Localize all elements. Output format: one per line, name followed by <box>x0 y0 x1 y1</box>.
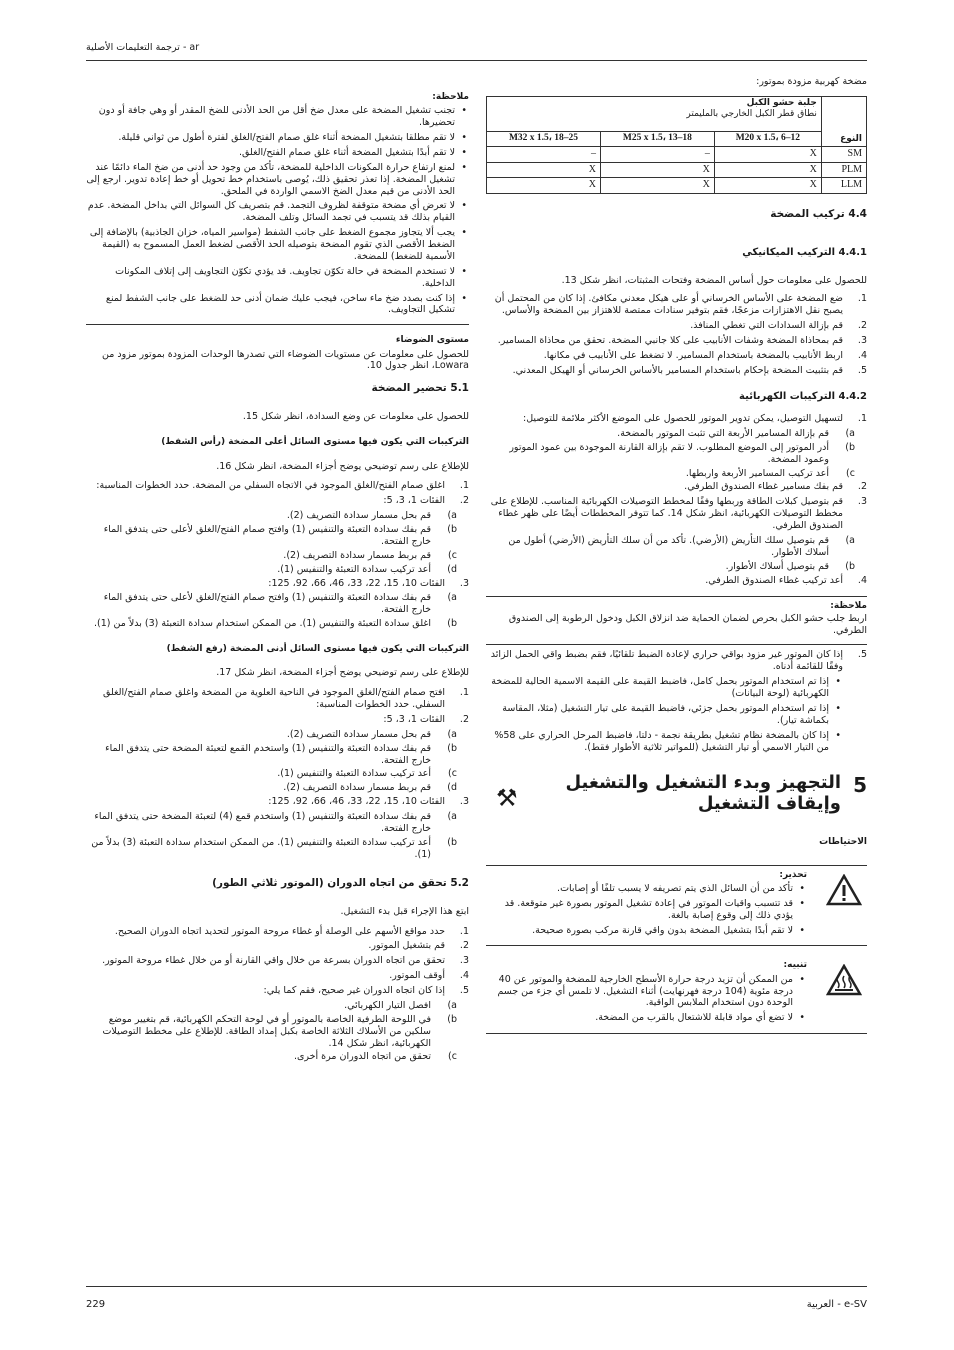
step-number: 1. <box>857 293 867 305</box>
substep-item <box>486 535 867 559</box>
s51a-steps <box>86 480 469 630</box>
bullet-item: • من الممكن أن تزيد درجة حرارة الأسطح الخارجية للمضخة والموتور عن 40 درجة مئوية (104 درجة فهرنهايت) أثناء التشغيل. لا تلمس أي جزء من جسم الوحدة دون استخدام الملابس الواقية. <box>486 974 807 1010</box>
step-number: b) <box>447 836 457 848</box>
step-text: حدد مواقع الأسهم على الوصلة أو غطاء مروحة الموتور لتحديد اتجاه الدوران الصحيح. <box>114 925 445 937</box>
step-number: 3. <box>857 496 867 508</box>
warning-bullets <box>486 883 867 937</box>
substep-item <box>486 428 867 440</box>
substep-item <box>86 618 469 630</box>
s441-text: للحصول على معلومات حول أساس المضخة وفتحات المثبتات، انظر شكل 13. <box>561 275 867 287</box>
step-number: 2. <box>459 495 469 507</box>
section-4-4-1-title: 4.4.1 التركيب الميكانيكي <box>742 246 867 258</box>
step-text: قم بربط مسمار سدادة التصريف (2). <box>283 782 431 794</box>
note-list <box>86 105 469 316</box>
section-4-4-2-title: 4.4.2 التركيبات الكهربائية <box>739 390 867 402</box>
step-text: قم بتثبيت المضخة بإحكام باستخدام المسامير بالأساس الخرساني أو الهيكل المعدني. <box>512 364 843 376</box>
step-item <box>486 481 867 493</box>
step-item <box>86 495 469 507</box>
step-number: 4. <box>459 970 469 982</box>
substep-item <box>486 468 867 480</box>
step-number: 1. <box>459 687 469 699</box>
substep-item <box>86 768 469 780</box>
s441-steps <box>486 293 867 376</box>
caution-box <box>486 946 867 1034</box>
step-text: الفئات 1، 3، 5: <box>383 713 445 725</box>
table-cell: X <box>714 178 821 194</box>
step-item <box>86 955 469 967</box>
bullet-item: • إذا تم استخدام الموتور بحمل كامل، فاضبط القيمة على القيمة الاسمية الحالية للمضخة الكهربائية (لوحة البيانات) <box>486 676 843 700</box>
step-text: قم بفك سدادة التعبئة والتنفيس (1) وافتح صمام الفتح/الغلق لأعلى حتى يتدفق الماء خارج الفتحة. <box>103 524 431 547</box>
step-item <box>86 940 469 952</box>
step-number: a) <box>447 728 457 740</box>
step-text: قم بمحاذاة المضخة وشفات الأنابيب على كلا جانبي المضخة. تحقق من محاذاة المسامير. <box>497 334 843 346</box>
row-type: PLM <box>821 162 866 178</box>
s51-text: للحصول على معلومات عن وضع السدادة، انظر شكل 15. <box>242 411 469 423</box>
step-number: d) <box>447 563 457 575</box>
warning-triangle-icon <box>826 874 862 906</box>
page-header: ar - ترجمة التعليمات الأصلية <box>86 42 200 53</box>
step-text: تحقق من اتجاه الدوران بسرعة من خلال واقي القارنة أو من خلال غطاء مروحة الموتور. <box>102 955 445 967</box>
step-number: b) <box>845 441 855 453</box>
step-text: قم بحل مسمار سدادة التصريف (2). <box>286 510 431 522</box>
footer-label: e-SV - العربية <box>806 1299 867 1310</box>
substep-item <box>86 1014 469 1050</box>
substep-item <box>86 1051 469 1063</box>
step-number: a) <box>447 510 457 522</box>
step-number: a) <box>447 811 457 822</box>
substep-item <box>86 592 469 616</box>
step-text: قم بربط مسمار سدادة التصريف (2). <box>283 549 431 561</box>
bullet-item: • إذا تم استخدام الموتور بحمل جزئي، فاضبط القيمة على تيار التشغيل (مثلا، المقاسة بكماشة تيار). <box>486 703 843 727</box>
noise-title: مستوى الضوضاء <box>395 335 469 346</box>
col-type-header: النوع <box>821 96 866 146</box>
step-number: 3. <box>459 577 469 589</box>
s51b-steps <box>86 687 469 860</box>
step-text: اغلق صمام الفتح/الغلق الموجود في الاتجاه السفلي من المضخة. حدد الخطوات المناسبة: <box>96 480 445 492</box>
step-number: 5. <box>857 364 867 376</box>
step-number: 2. <box>459 713 469 725</box>
col-group-title: جلبة حشو الكبل <box>746 97 817 108</box>
cable-gland-table <box>486 96 867 194</box>
substep-item <box>86 743 469 767</box>
chapter-5-heading <box>486 773 867 827</box>
step5-bullets <box>486 676 867 753</box>
step-text: تحقق من اتجاه الدوران مرة أخرى. <box>293 1051 431 1063</box>
step-number: b) <box>447 524 457 535</box>
step-text: افصل التيار الكهربائي. <box>344 999 431 1011</box>
table-cell: X <box>487 162 601 178</box>
warning-box <box>486 865 867 947</box>
step-text: قم بإزالة السدادات التي تغطي المنافذ. <box>690 320 843 331</box>
step-number: b) <box>447 618 457 630</box>
step-text: أعد تركيب سدادة التعبئة والتنفيس (1). من الممكن استخدام سدادة التعبئة (3) بدلاً من (1). <box>91 836 431 860</box>
step-text: الفئات 10، 15، 22، 33، 46، 66، 92، 125: <box>268 796 445 808</box>
table-row <box>487 147 867 163</box>
bullet-item: • تأكد من أن السائل الذي يتم تصريفه لا يسبب تلفًا أو إصابات. <box>486 883 807 895</box>
table-cell: X <box>714 162 821 178</box>
step-number: c) <box>448 768 457 780</box>
note-title: ملاحظة: <box>432 92 469 102</box>
step-5 <box>486 649 867 673</box>
chapter-title: التجهيز وبدء التشغيل والتشغيل وإيقاف التشغيل <box>565 772 841 815</box>
bullet-item: • لا تضع أي مواد قابلة للاشتعال بالقرب من المضخة. <box>486 1012 807 1024</box>
bullet-item: • إذا كان بالمضخة نظام تشغيل بطريقة نجمة - دلتا، فاضبط المرحل الحراري على 58% من التيار الاسمي أو تيار التشغيل (للمواتير ثلاثية الأطوار فقط). <box>486 730 843 754</box>
step-number: 3. <box>857 334 867 346</box>
substep-item <box>86 1000 469 1012</box>
step-number: 5. <box>459 985 469 996</box>
step-text: قم بتوصيل كبلات الطاقة وربطها وفقًا لمخطط التوصيلات الكهربائية المناسب. للإطلاع على مخطط التوصيلات الكهربائية، انظر شكل 14. كما تتوفر المخططات أيضًا على ظهر غطاء الصندوق الطرفي. <box>490 496 843 531</box>
substep-item <box>86 729 469 741</box>
noise-text: للحصول على معلومات عن مستويات الضوضاء التي تصدرها الوحدات المزودة بموتور مزود من Lowara، انظر جدول 10. <box>102 348 469 372</box>
step-text: قم بحل مسمار سدادة التصريف (2). <box>286 728 431 740</box>
step-text: قم بتشغيل الموتور. <box>368 940 445 952</box>
step-number: a) <box>845 534 855 546</box>
right-note-text: اربط جلب حشو الكبل بحرص لضمان الحماية ضد انزلاق الكبل ودخول الرطوبة إلى الصندوق الطرفي. <box>508 612 867 636</box>
step-item <box>86 578 469 590</box>
step-text: لتسهيل التوصيل، يمكن تدوير الموتور للحصول على الموضع الأكثر ملائمة للتوصيل: <box>523 413 843 424</box>
bullet-item: • قد تتسبب واقيات الموتور في إعادة تشغيل الموتور بصورة غير متوقعة. قد يؤدي ذلك إلى وقوع إصابة بالغة. <box>486 898 807 922</box>
step-text: الفئات 1، 3، 5: <box>383 495 445 507</box>
step-text: أعد تركيب غطاء الصندوق الطرفي. <box>705 574 843 586</box>
table-cell: – <box>600 147 714 163</box>
s52-text: ابتع هذا الإجراء قبل بدء التشغيل. <box>340 905 469 917</box>
table-cell: – <box>487 147 601 163</box>
step-item <box>86 480 469 492</box>
step-number: c) <box>846 467 855 479</box>
substep-item <box>86 782 469 794</box>
step-text: قم بفك سدادة التعبئة والتنفيس (1) واستخدم القمع لتعبئة المضخة حتى يتدفق الماء خارج الفتحة. <box>105 742 431 766</box>
step-number: b) <box>845 560 855 572</box>
warning-title: تحذير: <box>779 869 807 880</box>
bullet-item: • لا تقم أبدًا بتشغيل المضخة أثناء غلق صمام الفتح/الغلق. <box>86 147 469 159</box>
step-text: أعد تركيب سدادة التعبئة والتنفيس (1). <box>277 563 431 575</box>
row-type: LLM <box>821 178 866 194</box>
step-number: 4. <box>857 574 867 586</box>
step-number: b) <box>447 1013 457 1025</box>
step5-box <box>486 644 867 753</box>
row-type: SM <box>821 147 866 163</box>
chapter-tools-icon: ⚒ <box>496 784 518 813</box>
table-cell: X <box>487 178 601 194</box>
step-number: 5. <box>857 649 867 661</box>
table-caption: مضخة كهربية مزودة بموتور: <box>756 76 867 87</box>
step-item <box>486 413 867 425</box>
chapter-number: 5 <box>853 773 867 798</box>
table-cell: X <box>600 162 714 178</box>
col-group-sub: نطاق قطر الكبل الخارجي بالمليمتر <box>686 109 817 120</box>
step-item <box>486 293 867 317</box>
size-column-header: M25 x 1.5، 13–18 <box>600 132 714 147</box>
substep-item <box>486 561 867 573</box>
step-text: إذا كان اتجاه الدوران غير صحيح، فقم كما يلي: <box>263 985 445 996</box>
step-item <box>86 796 469 808</box>
table-row <box>487 178 867 194</box>
step-number: b) <box>447 742 457 754</box>
step-number: 2. <box>459 940 469 952</box>
size-column-header: M32 x 1.5، 18–25 <box>487 132 601 147</box>
substep-item <box>86 837 469 861</box>
step-text: قم بفك سدادة التعبئة والتنفيس (1) واستخدم قمع (4) لتعبئة المضخة حتى يتدفق الماء خارج الفتحة. <box>94 811 431 834</box>
size-column-header: M20 x 1.5، 6–12 <box>714 132 821 147</box>
step-text: اغلق سدادة التعبئة والتنفيس (1). من الممكن استخدام سدادة التعبئة (3) بدلاً من (1). <box>93 618 431 630</box>
page-number: 229 <box>86 1299 106 1310</box>
step-item <box>486 365 867 377</box>
step-number: 3. <box>459 796 469 808</box>
s52-steps <box>86 926 469 1064</box>
section-5-2-title: 5.2 تحقق من اتجاه الدوران (الموتور ثلاثي الطور) <box>212 876 469 889</box>
left-column <box>86 92 469 1065</box>
step-item <box>486 496 867 532</box>
step-text: قم بتوصيل أسلاك الأطوار. <box>725 560 829 572</box>
col-group-header <box>487 96 822 132</box>
precautions-title: الاحتياطات <box>819 837 867 848</box>
s51b-text: للإطلاع على رسم توضيحي يوضح أجزاء المضخة، انظر شكل 17. <box>216 667 469 679</box>
bullet-item: • تجنب تشغيل المضخة على معدل ضخ أقل من الحد الأدنى للضخ المقدر أو وهي جافة أو دون تحضيرها. <box>86 105 469 129</box>
substep-item <box>86 550 469 562</box>
step-item <box>486 575 867 587</box>
table-cell: X <box>714 147 821 163</box>
step-number: 1. <box>857 413 867 424</box>
step-item <box>86 985 469 997</box>
section-4-4-title: 4.4 تركيب المضخة <box>770 207 867 220</box>
step-text: اربط الأنابيب بالمضخة باستخدام المسامير. لا تضغط على الأنابيب في مكانها. <box>543 349 843 361</box>
step-number: c) <box>448 549 457 561</box>
step-number: 2. <box>857 320 867 331</box>
step-text: الفئات 10، 15، 22، 33، 46، 66، 92، 125: <box>268 577 445 589</box>
step-text: افتح صمام الفتح/الغلق الموجود في الناحية العلوية من المضخة واغلق صمام الفتح/الغلق السفلي. حدد الخطوات المناسبة: <box>102 687 445 710</box>
note-box <box>486 596 867 636</box>
header-rule <box>86 60 867 61</box>
table-cell: X <box>600 178 714 194</box>
s51b-title: التركيبات التي يكون فيها مستوى السائل أدنى المضخة (رفع الشفط) <box>166 644 469 654</box>
step-number: a) <box>845 427 855 439</box>
step-item <box>86 926 469 938</box>
step-text: أدر الموتور إلى الموضع المطلوب. لا تقم بإزالة القارنة الموجودة بين عمود الموتور وعمود المضخة. <box>509 441 829 465</box>
step-number: 4. <box>857 349 867 361</box>
right-column <box>486 76 867 1034</box>
step-text: قم بفك مسامير غطاء الصندوق الطرفي. <box>684 481 843 493</box>
step-text: في اللوحة الطرفية الخاصة بالموتور أو في لوحة التحكم الكهربائية، قم بتغيير موضع سلكين من الأسلاك الثلاثة الخاصة بكبل إمداد الطاقة. للإطلاع على مخطط التوصيلات الكهربائية، انظر شكل 14. <box>102 1013 431 1049</box>
table-row <box>487 162 867 178</box>
s442-steps <box>486 413 867 586</box>
substep-item <box>86 811 469 835</box>
bullet-item: • لا تستخدم المضخة في حالة تكوّن تجاويف. قد يؤدي تكوّن التجاويف إلى إتلاف المكونات الداخلية. <box>86 266 469 290</box>
divider <box>86 324 469 325</box>
right-note-title: ملاحظة: <box>830 601 867 612</box>
substep-item <box>86 524 469 548</box>
step-text: ضع المضخة على الأساس الخرساني أو على هيكل معدني مكافئ. إذا كان من المحتمل أن يصبح نقل الاهتزازات مزعجًا، فقم بتوفير سنادات ممتصة للاهتزاز بين المضخة والأساس. <box>494 293 843 317</box>
step-item <box>86 714 469 726</box>
hot-surface-icon <box>826 964 862 996</box>
bullet-item: • لا تعرض أي مضخة متوقفة لظروف التجمد. قم بتصريف كل السوائل التي بداخل المضخة. عدم القيام بذلك قد يتسبب في تجمد السائل وتلف المضخة. <box>86 200 469 224</box>
step-number: 1. <box>459 925 469 937</box>
caution-bullets <box>486 974 867 1025</box>
step-item <box>486 320 867 332</box>
step-text: أعد تركيب المسامير الأربعة واربطها. <box>685 467 829 479</box>
substep-item <box>86 564 469 576</box>
step-item <box>86 970 469 982</box>
bullet-item: • إذا كنت بصدد ضخ ماء ساخن، فيجب عليك ضمان أدنى حد للضغط على جانب الشفط لمنع تشكيل التجاويف. <box>86 293 469 317</box>
step-item <box>486 350 867 362</box>
substep-item <box>486 442 867 466</box>
step-text: قم بإزالة المسامير الأربعة التي تثبت الموتور بالمضخة. <box>617 427 829 439</box>
step-text: قم بفك سدادة التعبئة والتنفيس (1) وافتح صمام الفتح/الغلق لأعلى حتى يتدفق الماء خارج الفتحة. <box>103 592 431 616</box>
step-item <box>86 687 469 711</box>
step-text: إذا كان الموتور غير مزود بواقي حراري لإعادة الضبط تلقائيًا، فقم بضبط واقي الحمل الزائد وفقًا للقائمة أدناه. <box>490 649 843 673</box>
s51a-title: التركيبات التي يكون فيها مستوى السائل أعلى المضخة (رأس الشفط) <box>161 437 469 448</box>
step-number: 2. <box>857 481 867 493</box>
section-5-1-title: 5.1 تحضير المضخة <box>371 382 469 395</box>
substep-item <box>86 510 469 522</box>
step-number: d) <box>447 782 457 794</box>
step-number: a) <box>447 999 457 1011</box>
step-number: c) <box>448 1051 457 1063</box>
step-text: أوقف الموتور. <box>389 970 445 982</box>
bullet-item: • لمنع ارتفاع حرارة المكونات الداخلية للمضخة، تأكد من وجود حد أدنى من ضخ الماء دائمًا عند تشغيل المضخة. إذا تعذر تحقيق ذلك، يُوصى باستخدام خط تحويل أو خط إعادة تدوير. ارجع إلى الحد الأدنى من قيم معدل الضخ الاسمي الواردة في الملحق. <box>86 162 469 198</box>
s51a-text: للإطلاع على رسم توضيحي يوضح أجزاء المضخة، انظر شكل 16. <box>216 460 469 472</box>
step-text: قم بتوصيل سلك التأريض (الأرضي). تأكد من أن سلك التأريض (الأرضي) أطول من أسلاك الأطوار. <box>508 534 829 558</box>
caution-title: تنبيه: <box>783 960 807 971</box>
step-number: 1. <box>459 480 469 492</box>
step-number: 3. <box>459 955 469 967</box>
bullet-item: • لا تقم أبدًا بتشغيل المضخة بدون واقي قارنة مركب بصورة صحيحة. <box>486 925 807 937</box>
step-text: أعد تركيب سدادة التعبئة والتنفيس (1). <box>277 768 431 780</box>
step-number: a) <box>447 592 457 604</box>
bullet-item: • يجب ألا يتجاوز مجموع الضغط على جانب الشفط (مواسير المياه، خزان الجاذبية) بالإضافة إلى الضغط الأقصى الذي تقوم المضخة بتوصيله الحد الأقصى لضغط العمل المسموح به (القيمة الأسمية للضغط) للمضخة. <box>86 227 469 263</box>
bullet-item: • لا تقم مطلقا بتشغيل المضخة أثناء غلق صمام الفتح/الغلق لفترة أطول من ثواني قليلة. <box>86 132 469 144</box>
footer-rule <box>86 1286 867 1287</box>
step-item <box>486 335 867 347</box>
